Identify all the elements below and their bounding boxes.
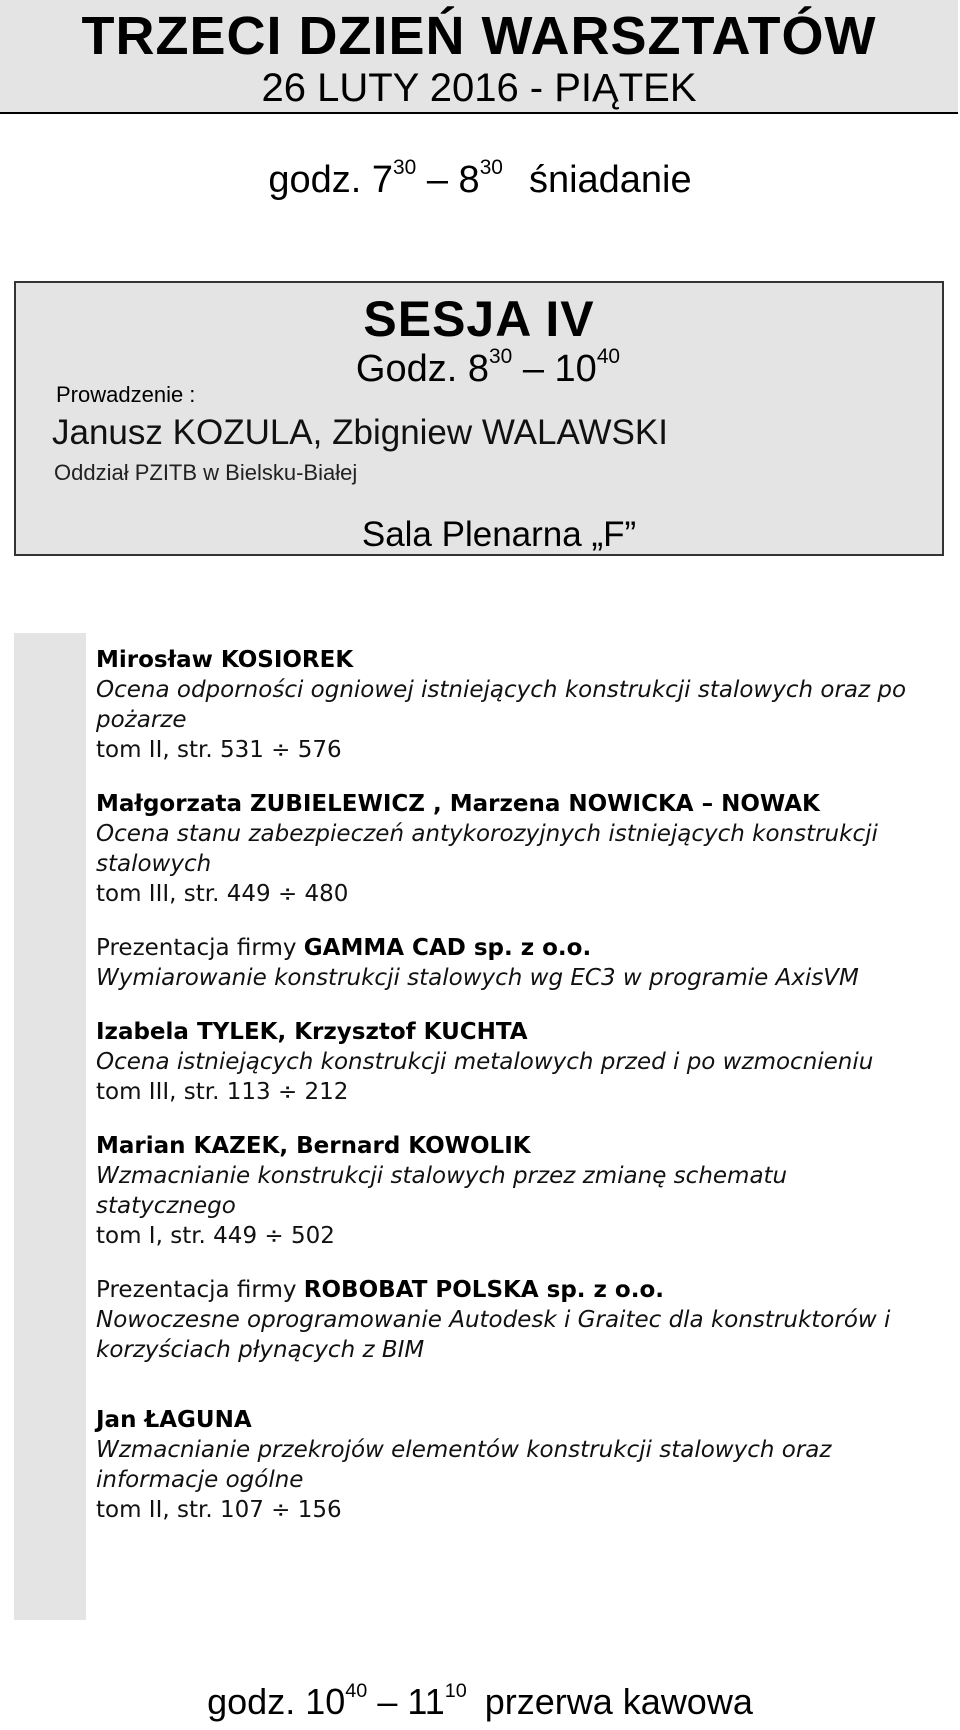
- talk-reference: tom II, str. 107 ÷ 156: [96, 1497, 342, 1523]
- talk-title: Wzmacnianie konstrukcji stalowych przez zmianę schematu statycznego: [96, 1163, 788, 1219]
- breakfast-end-minutes: 30: [479, 156, 503, 180]
- day-title: TRZECI DZIEŃ WARSZTATÓW: [81, 6, 877, 66]
- session-start-hour: 8: [467, 348, 490, 390]
- breakfast-godz: godz.: [268, 159, 362, 201]
- coffee-godz: godz.: [207, 1681, 296, 1722]
- talk-authors: Izabela TYLEK, Krzysztof KUCHTA: [96, 1019, 528, 1045]
- session-chair-label: Prowadzenie :: [56, 382, 196, 407]
- coffee-dash: –: [377, 1681, 398, 1722]
- talk-item: [96, 1131, 926, 1251]
- talk-prefix: Prezentacja firmy: [96, 935, 304, 961]
- talk-title: Wzmacnianie przekrojów elementów konstrukcji stalowych oraz informacje ogólne: [96, 1437, 832, 1493]
- coffee-end-hour: 11: [407, 1681, 445, 1722]
- session-end-minutes: 40: [596, 345, 621, 369]
- talk-item: [96, 1017, 926, 1107]
- session-chairs: Janusz KOZULA, Zbigniew WALAWSKI: [52, 413, 668, 452]
- breakfast-start-hour: 7: [371, 159, 394, 201]
- session-branch: Oddział PZITB w Bielsku-Białej: [54, 460, 358, 485]
- session-title: SESJA IV: [363, 291, 595, 347]
- breakfast-line: [0, 158, 960, 208]
- talk-item: [96, 1275, 926, 1365]
- talk-authors: GAMMA CAD sp. z o.o.: [303, 935, 592, 961]
- breakfast-end-hour: 8: [458, 159, 480, 201]
- talk-authors: Marian KAZEK, Bernard KOWOLIK: [96, 1133, 531, 1159]
- talk-title: Ocena stanu zabezpieczeń antykorozyjnych istniejących konstrukcji stalowych: [96, 821, 878, 877]
- breakfast-start-minutes: 30: [393, 156, 417, 180]
- day-header: [0, 0, 958, 114]
- coffee-label: przerwa kawowa: [484, 1681, 753, 1722]
- talk-reference: tom I, str. 449 ÷ 502: [96, 1223, 335, 1249]
- talk-authors: ROBOBAT POLSKA sp. z o.o.: [303, 1277, 665, 1303]
- talk-title: Nowoczesne oprogramowanie Autodesk i Graitec dla konstruktorów i korzyściach płynących z BIM: [96, 1307, 891, 1363]
- coffee-start-minutes: 40: [345, 1680, 368, 1703]
- coffee-break-line: [0, 1680, 960, 1730]
- talks-side-bar: [14, 633, 86, 1620]
- session-start-minutes: 30: [489, 345, 513, 369]
- talk-title: Wymiarowanie konstrukcji stalowych wg EC3 w programie AxisVM: [96, 965, 859, 991]
- session-dash: –: [522, 348, 544, 390]
- session-godz: Godz.: [355, 348, 458, 390]
- talk-reference: tom II, str. 531 ÷ 576: [96, 737, 342, 763]
- talks-list: [96, 645, 926, 1549]
- talk-item: [96, 789, 926, 909]
- session-end-hour: 10: [554, 348, 597, 390]
- talk-authors: Mirosław KOSIOREK: [96, 647, 354, 673]
- talk-item: [96, 933, 926, 993]
- session-room: Sala Plenarna „F”: [361, 515, 637, 554]
- talk-authors: Jan ŁAGUNA: [96, 1407, 252, 1433]
- talk-authors: Małgorzata ZUBIELEWICZ , Marzena NOWICKA – NOWAK: [96, 791, 820, 817]
- day-date: 26 LUTY 2016 - PIĄTEK: [261, 66, 697, 110]
- coffee-end-minutes: 10: [444, 1680, 467, 1703]
- talk-reference: tom III, str. 449 ÷ 480: [96, 881, 349, 907]
- talk-reference: tom III, str. 113 ÷ 212: [96, 1079, 349, 1105]
- talk-item: [96, 1405, 926, 1525]
- breakfast-label: śniadanie: [528, 159, 692, 201]
- session-box: [14, 281, 944, 556]
- talk-title: Ocena istniejących konstrukcji metalowych przed i po wzmocnieniu: [96, 1049, 874, 1075]
- talk-item: [96, 645, 926, 765]
- talk-title: Ocena odporności ogniowej istniejących konstrukcji stalowych oraz po pożarze: [96, 677, 907, 733]
- coffee-start-hour: 10: [305, 1681, 346, 1722]
- talk-prefix: Prezentacja firmy: [96, 1277, 304, 1303]
- breakfast-dash: –: [426, 159, 448, 201]
